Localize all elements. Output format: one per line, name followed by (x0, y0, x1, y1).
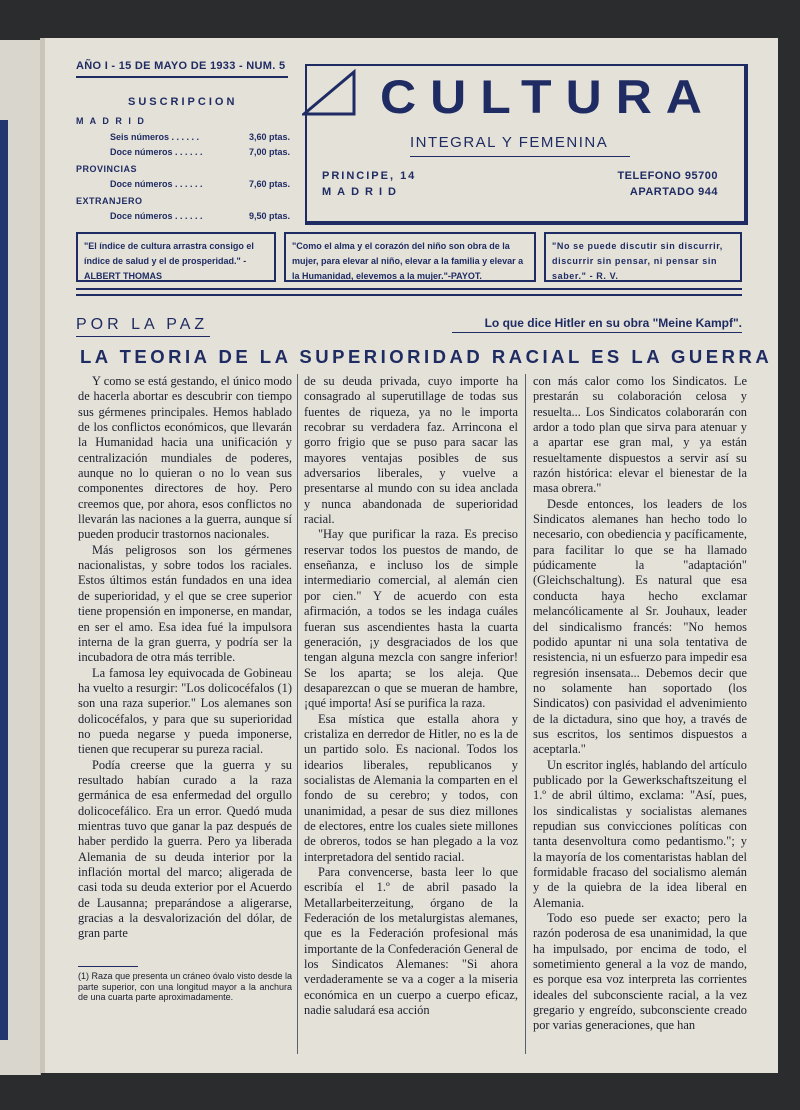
divider (78, 966, 138, 967)
article-headline: LA TEORIA DE LA SUPERIORIDAD RACIAL ES LA GUERRA (80, 346, 773, 367)
subscription-label: Seis números . . . . . . (110, 132, 200, 142)
divider (452, 332, 742, 333)
paragraph: Desde entonces, los leaders de los Sindicatos alemanes han hecho todo lo necesario, con obediencia y pacíficamente, para facilitar lo que se ha llamado púdicamente la "adaptación" (Gleichschaltung). Es natural que esa conducta haya hecho exclamar melancólicamente al Sr. Jouhaux, leader del sindicalismo francés: "No hemos podido apuntar ni una sola tentativa de resistencia, ni un esfuerzo para impedir esa regresión insensata... Debemos decir que no solamente han soportado (los Sindicatos) con pasividad el advenimiento de la dictadura, sino que hoy, a través de sus escritos, los sentimos dispuestos a aceptarla." (533, 496, 747, 757)
paragraph: con más calor como los Sindicatos. Le prestarán su colaboración celosa y resuelta... Los Sindicatos colaborarán con ardor a todo plan que sirva para atenuar y a apartar ese gran mal, y ya están resueltamente dispuestos a servir así su razón histórica: elevar el bienestar de la masa obrera." (533, 374, 747, 496)
paragraph: Para convencerse, basta leer lo que escribía el 1.º de abril pasado la Metallarbeiterzeitung, órgano de la Federación de los metalurgistas alemanes, que es la Federación profesional más importante de la Confederación General de los Sindicatos Alemanes: "Si ahora verdaderamente se va a coger a la miseria económica en un cuerpo a cuerpo eficaz, nadie saludará esa acción (304, 865, 518, 1018)
paragraph: Más peligrosos son los gérmenes nacionalistas, y sobre todos los raciales. Estos últimos están fundados en una idea de superioridad, y el que se cree superior tiene propensión en imponerse, en mandar, en ser el amo. Esa idea fué la impulsora interna de la gran guerra, y podría ser la incubadora de otra más terrible. (78, 542, 292, 665)
subscription-price: 9,50 ptas. (248, 211, 290, 221)
subscription-label: Doce números . . . . . . (110, 179, 203, 189)
phone-number: TELEFONO 95700 (617, 170, 718, 182)
subscription-price: 7,00 ptas. (248, 147, 290, 157)
paragraph: Podía creerse que la guerra y su resultado habían curado a la raza germánica de esa enfermedad del orgullo dolicocefálico. Era un error. Quedó muda mientras tuvo que ganar la paz después de haber perdido la guerra. Pero ya liberada Alemania de su deuda interior por la inflación mortal del marco; aligerada de casi toda su deuda exterior por el Acuerdo de Lausanna; preparándose a aligerarse, gracias a la desvalorización del dólar, de gran parte (78, 757, 292, 941)
po-box: APARTADO 944 (629, 186, 718, 198)
column-rule (297, 374, 298, 1054)
article-column (533, 374, 747, 1034)
subscription-title: SUSCRIPCION (128, 96, 238, 108)
subscription-row (110, 147, 290, 157)
divider (410, 156, 630, 157)
divider (76, 288, 742, 290)
paragraph: Y como se está gestando, el único modo de hacerla abortar es descubrir con tiempo sus gérmenes principales. Hemos hablado de los conflictos económicos, que llevarán la Humanidad hacia una unificación y centralización mundiales de poderes, aunque no lo quieran o no lo vean sus componentes directores de hoy. Pero creemos que, por ahora, esos conflictos no llevarán las naciones a la guerra, aunque sí pueden producir trastornos nacionales. (78, 374, 292, 542)
divider (76, 336, 210, 337)
paragraph: Esa mística que estalla ahora y cristaliza en derredor de Hitler, no es la de un partido solo. Es nacional. Todos los idearios liberales, republicanos y socialistas de Alemania la comparten en el fondo de su cerebro; y todos, con unanimidad, a pesar de sus diez millones de electores, entre los cuales siete millones de obreros, todos se han plegado a la voz interpretadora del sentido racial. (304, 711, 518, 864)
magazine-page (40, 38, 778, 1073)
subscription-row (110, 179, 290, 189)
paragraph: Un escritor inglés, hablando del artículo publicado por la Gewerkschaftszeitung el 1.º de abril último, exclama: "Así, pues, los sindicalistas y socialistas alemanes repudian sus convicciones políticas con tanta desenvoltura como pedantismo."; y la mayoría de los comentaristas hablan del formidable fracaso del socialismo alemán y de la quiebra de la idea liberal en Alemania. (533, 757, 747, 910)
subscription-region: PROVINCIAS (76, 164, 138, 174)
divider (76, 294, 742, 296)
previous-page-edge (0, 40, 41, 1075)
paragraph: de su deuda privada, cuyo importe ha consagrado al superutillage de todas sus fuentes de riqueza, ya no le importa recobrar su verdadera faz. Arrincona el gorro frigio que se puso para sacar las mayores ventajas posibles de sus adversarios liberales, y vuelve a presentarse al mundo con su idea anclada y nunca abandonada de superioridad racial. (304, 374, 518, 527)
quote-box: "El índice de cultura arrastra consigo el índice de salud y el de prosperidad." - ALBERT THOMAS (76, 232, 276, 282)
magazine-tagline: INTEGRAL Y FEMENINA (410, 134, 609, 151)
subscription-label: Doce números . . . . . . (110, 147, 203, 157)
address-city: MADRID (322, 186, 402, 198)
quote-box: "No se puede discutir sin discurrir, discurrir sin pensar, ni pensar sin saber." - R. V. (544, 232, 742, 282)
issue-dateline: AÑO I - 15 DE MAYO DE 1933 - NUM. 5 (76, 60, 286, 72)
address-street: PRINCIPE, 14 (322, 170, 417, 182)
article-subhead: Lo que dice Hitler en su obra "Meine Kampf". (484, 316, 742, 330)
subscription-region: M A D R I D (76, 116, 146, 126)
paragraph: Todo eso puede ser exacto; pero la razón poderosa de esa unanimidad, la que ha impulsado, por encima de todo, el sometimiento general a la voz de mando, es porque esa voz interpreta las corrientes ideales del subconsciente racial, a la vez gregario y engreído, subconsciente creado por varias generaciones, que han (533, 911, 747, 1033)
subscription-price: 7,60 ptas. (248, 179, 290, 189)
subscription-row (110, 132, 290, 142)
magazine-title: CULTURA (380, 70, 716, 124)
divider (76, 76, 288, 78)
subscription-row (110, 211, 290, 221)
previous-page-print (0, 120, 8, 1040)
paragraph: La famosa ley equivocada de Gobineau ha vuelto a resurgir: "Los dolicocéfalos (1) son una raza superior." Los alemanes son dolicocéfalos, y para que su superioridad no pueda negarse y pueda imponerse, tienen que recuperar su pureza racial. (78, 665, 292, 757)
section-label: POR LA PAZ (76, 316, 209, 333)
subscription-price: 3,60 ptas. (248, 132, 290, 142)
subscription-region: EXTRANJERO (76, 196, 143, 206)
subscription-label: Doce números . . . . . . (110, 211, 203, 221)
masthead-corner-ornament (302, 68, 358, 118)
footnote: (1) Raza que presenta un cráneo óvalo visto desde la parte superior, con una longitud mayor a la anchura de una cuarta parte aproximadamente. (78, 971, 292, 1002)
article-column (304, 374, 518, 1018)
column-rule (525, 374, 526, 1054)
page-binding (40, 38, 45, 1073)
article-column (78, 374, 292, 974)
paragraph: "Hay que purificar la raza. Es preciso reservar todos los puestos de mando, de enseñanza, e incluso los de simple intermediario comercial, al alemán cien por cien." Y de acuerdo con esta afirmación, a todos se les indaga cuáles fueran sus ascendientes hasta la cuarta generación, ¡y desgraciados de los que tengan alguna mezcla con sangre inferior! Se los aparta; se los aleja. Que desaparezcan o que se mueran de hambre, ¡qué importa! Así se purifica la raza. (304, 527, 518, 711)
quote-box: "Como el alma y el corazón del niño son obra de la mujer, para elevar al niño, elevar a la familia y elevar a la Humanidad, elevemos a la mujer."-PAYOT. (284, 232, 536, 282)
